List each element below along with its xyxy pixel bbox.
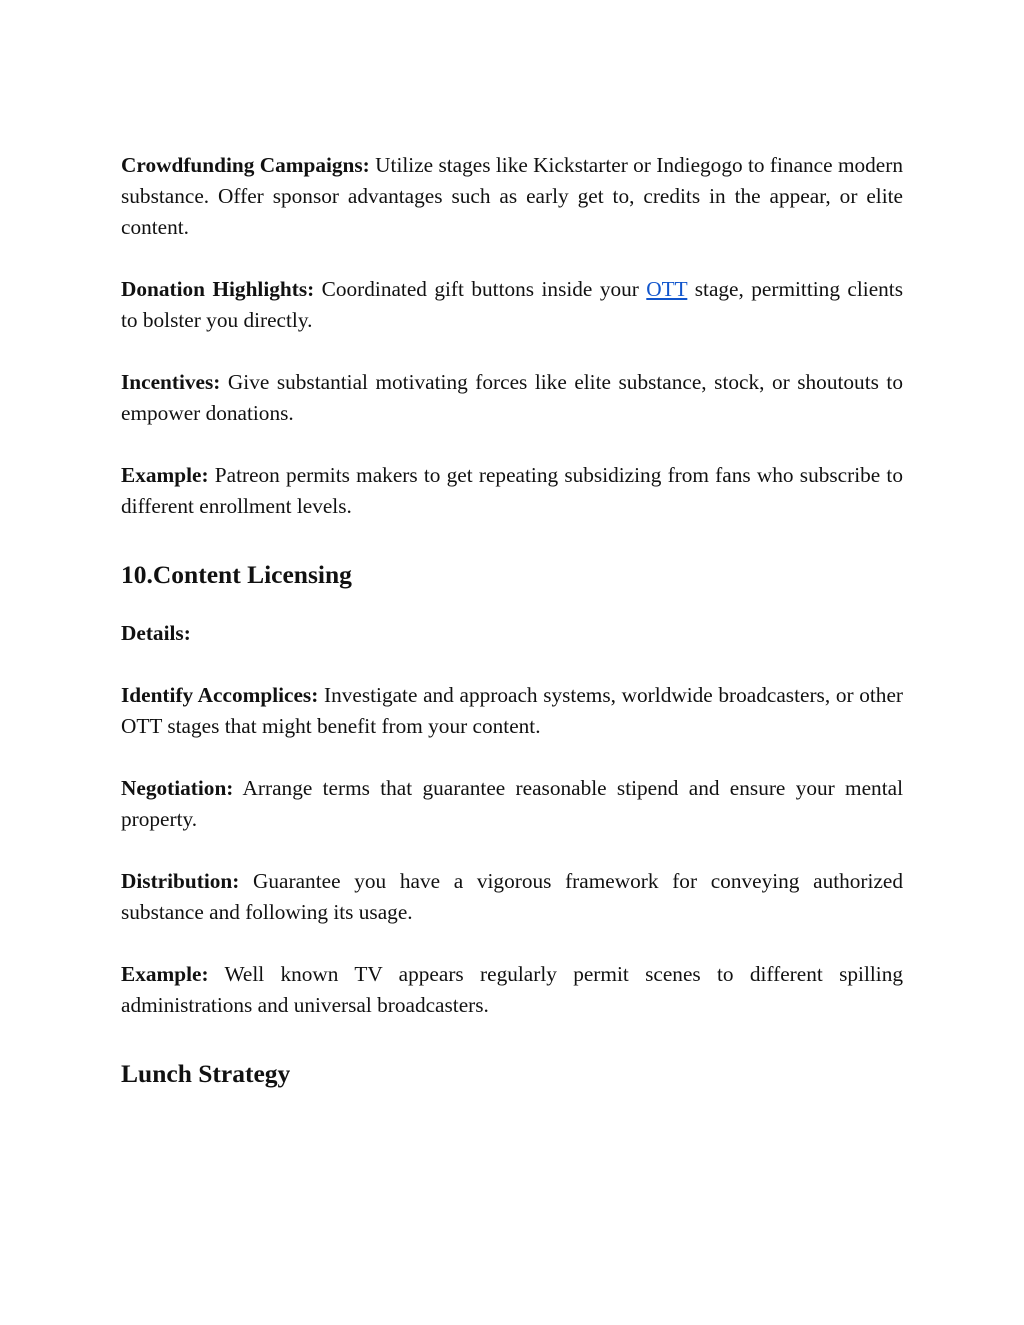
donation-label: Donation Highlights: [121, 277, 315, 301]
crowdfunding-text: Utilize stages like Kickstarter or Indiegogo to finance modern substance. Offer sponsor advantages such as early get to, credits in the appear, or elite content. [121, 153, 903, 239]
incentives-paragraph [121, 367, 903, 429]
distribution-label: Distribution: [121, 869, 240, 893]
crowdfunding-label: Crowdfunding Campaigns: [121, 153, 370, 177]
distribution-text: Guarantee you have a vigorous framework for conveying authorized substance and following its usage. [121, 869, 903, 924]
ott-link[interactable]: OTT [646, 277, 688, 301]
identify-paragraph [121, 680, 903, 742]
negotiation-label: Negotiation: [121, 776, 234, 800]
example-text: Patreon permits makers to get repeating subsidizing from fans who subscribe to different enrollment levels. [121, 463, 903, 518]
negotiation-text: Arrange terms that guarantee reasonable stipend and ensure your mental property. [121, 776, 903, 831]
section-heading-content-licensing: 10.Content Licensing [121, 560, 352, 589]
example-paragraph-patreon [121, 460, 903, 522]
example-paragraph-tv [121, 959, 903, 1021]
distribution-paragraph [121, 866, 903, 928]
example-label: Example: [121, 463, 209, 487]
section-heading-lunch-strategy: Lunch Strategy [121, 1059, 291, 1088]
document-page [121, 150, 903, 1091]
identify-label: Identify Accomplices: [121, 683, 319, 707]
negotiation-paragraph [121, 773, 903, 835]
donation-paragraph [121, 274, 903, 336]
donation-text-before: Coordinated gift buttons inside your [314, 277, 647, 301]
incentives-label: Incentives: [121, 370, 221, 394]
identify-text: Investigate and approach systems, worldwide broadcasters, or other OTT stages that might benefit from your content. [121, 683, 903, 738]
example-label: Example: [121, 962, 209, 986]
details-label: Details: [121, 621, 191, 645]
donation-text-after: stage, permitting clients to bolster you directly. [121, 277, 903, 332]
crowdfunding-paragraph [121, 150, 903, 243]
incentives-text: Give substantial motivating forces like elite substance, stock, or shoutouts to empower donations. [121, 370, 903, 425]
example-text: Well known TV appears regularly permit scenes to different spilling administrations and universal broadcasters. [121, 962, 903, 1017]
